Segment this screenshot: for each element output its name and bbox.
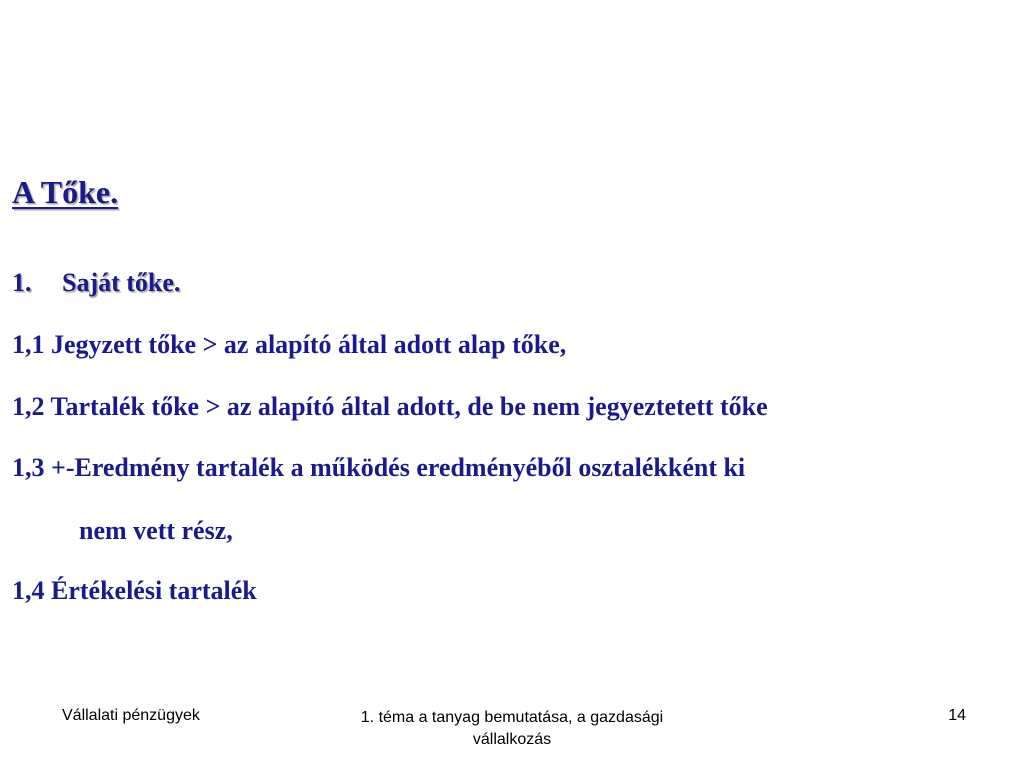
- text-line-1-3: 1,3 +-Eredmény tartalék a működés eredményéből osztalékként ki: [12, 453, 746, 482]
- section-label: Saját tőke.: [62, 268, 181, 297]
- text-line-1-4: 1,4 Értékelési tartalék: [12, 576, 257, 605]
- text-line-1-2: 1,2 Tartalék tőke > az alapító által adott, de be nem jegyeztetett tőke: [12, 392, 768, 421]
- text-line-1-3-continued: nem vett rész,: [79, 516, 233, 545]
- text-line-1-1: 1,1 Jegyzett tőke > az alapító által adott alap tőke,: [12, 330, 567, 359]
- section-number: 1.: [12, 268, 32, 297]
- slide-title: A Tőke.: [12, 174, 119, 210]
- footer-topic: 1. téma a tanyag bemutatása, a gazdasági vállalkozás: [360, 709, 664, 748]
- page-number: 14: [948, 707, 966, 724]
- footer-course-title: Vállalati pénzügyek: [62, 707, 200, 724]
- section-heading: [12, 268, 180, 298]
